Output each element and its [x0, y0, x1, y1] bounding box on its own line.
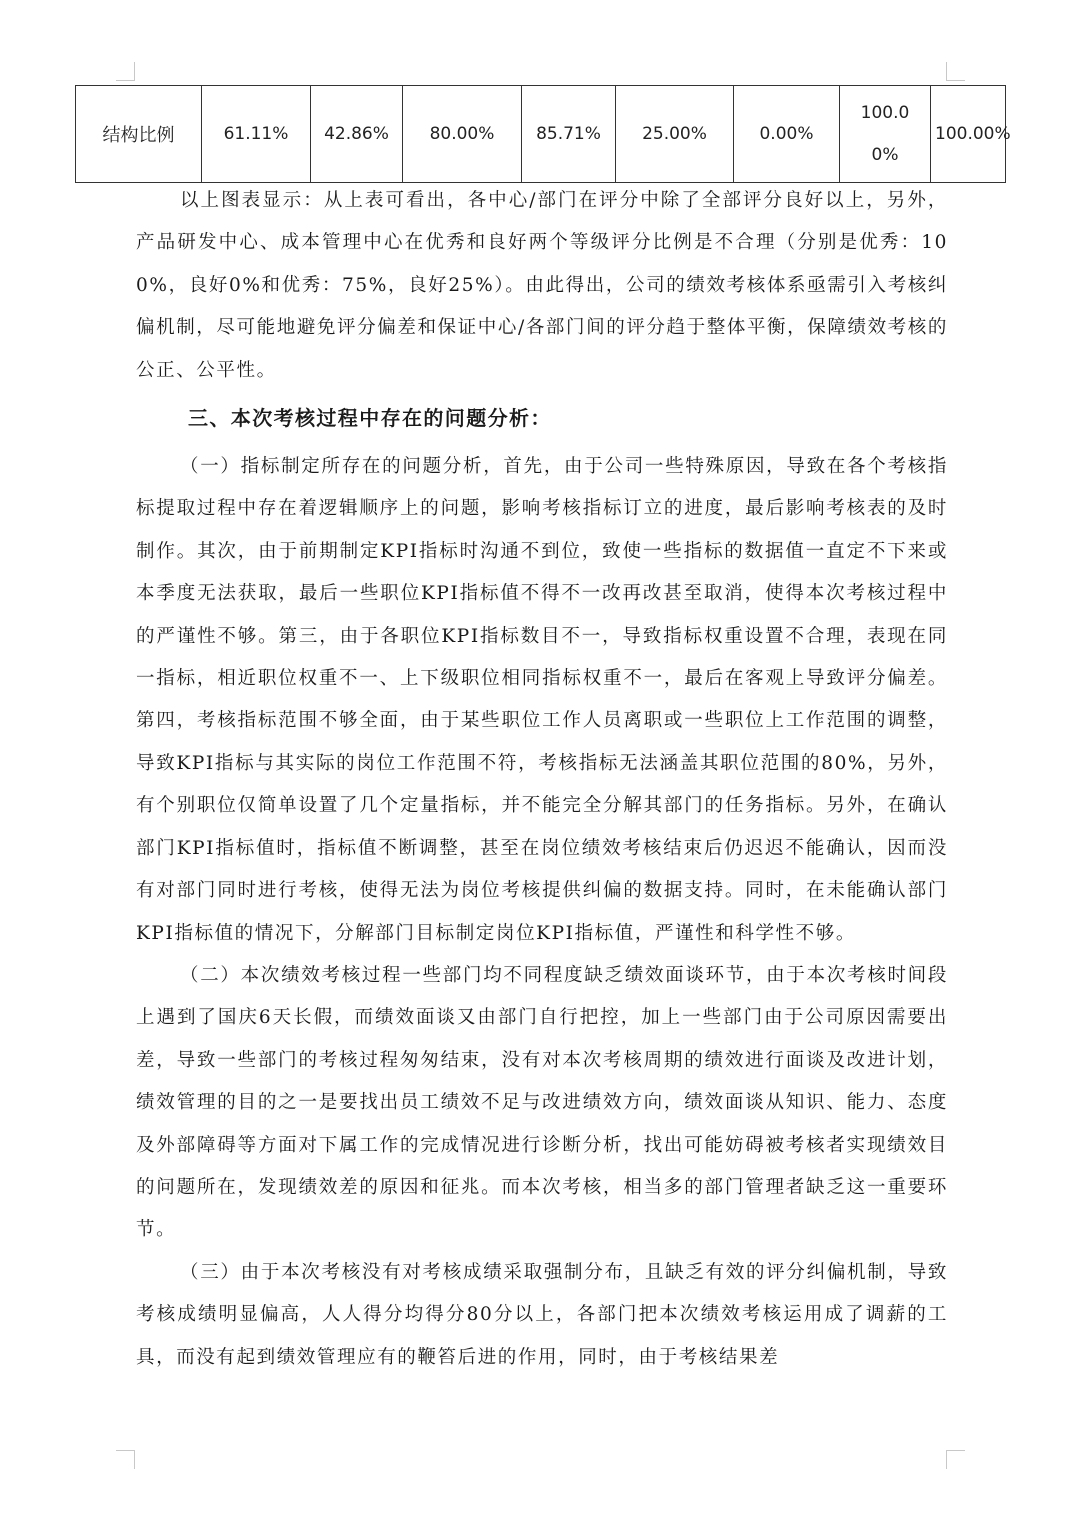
body-text: [136, 180, 948, 1379]
crop-mark-top-left: [116, 62, 135, 81]
table-cell: 85.71%: [522, 86, 616, 183]
table-cell: 61.11%: [202, 86, 311, 183]
table-cell: 0.00%: [734, 86, 840, 183]
row-label-cell: 结构比例: [76, 86, 202, 183]
table-cell: 100.00%: [931, 86, 1006, 183]
table-row: [76, 86, 1006, 183]
summary-paragraph: 以上图表显示：从上表可看出，各中心/部门在评分中除了全部评分良好以上，另外，产品研发中心、成本管理中心在优秀和良好两个等级评分比例是不合理（分别是优秀：100%，良好0%和优秀：75%，良好25%）。由此得出，公司的绩效考核体系亟需引入考核纠偏机制，尽可能地避免评分偏差和保证中心/各部门间的评分趋于整体平衡，保障绩效考核的公正、公平性。: [136, 190, 948, 381]
table-cell: 100.00%: [840, 86, 931, 183]
crop-mark-bottom-left: [116, 1450, 135, 1469]
paragraph-2: （二）本次绩效考核过程一些部门均不同程度缺乏绩效面谈环节，由于本次考核时间段上遇到了国庆6天长假，而绩效面谈又由部门自行把控，加上一些部门由于公司原因需要出差，导致一些部门的考核过程匆匆结束，没有对本次考核周期的绩效进行面谈及改进计划，绩效管理的目的之一是要找出员工绩效不足与改进绩效方向，绩效面谈从知识、能力、态度及外部障碍等方面对下属工作的完成情况进行诊断分析，找出可能妨碍被考核者实现绩效目的问题所在，发现绩效差的原因和征兆。而本次考核，相当多的部门管理者缺乏这一重要环节。: [136, 964, 948, 1241]
crop-mark-top-right: [946, 62, 965, 81]
paragraph-1: （一）指标制定所存在的问题分析，首先，由于公司一些特殊原因，导致在各个考核指标提取过程中存在着逻辑顺序上的问题，影响考核指标订立的进度，最后影响考核表的及时制作。其次，由于前期制定KPI指标时沟通不到位，致使一些指标的数据值一直定不下来或本季度无法获取，最后一些职位KPI指标值不得不一改再改甚至取消，使得本次考核过程中的严谨性不够。第三，由于各职位KPI指标数目不一，导致指标权重设置不合理，表现在同一指标，相近职位权重不一、上下级职位相同指标权重不一，最后在客观上导致评分偏差。第四，考核指标范围不够全面，由于某些职位工作人员离职或一些职位上工作范围的调整，导致KPI指标与其实际的岗位工作范围不符，考核指标无法涵盖其职位范围的80%，另外，有个别职位仅简单设置了几个定量指标，并不能完全分解其部门的任务指标。另外，在确认部门KPI指标值时，指标值不断调整，甚至在岗位绩效考核结束后仍迟迟不能确认，因而没有对部门同时进行考核，使得无法为岗位考核提供纠偏的数据支持。同时，在未能确认部门KPI指标值的情况下，分解部门目标制定岗位KPI指标值，严谨性和科学性不够。: [136, 456, 948, 944]
table-cell: 80.00%: [403, 86, 522, 183]
table-cell: 25.00%: [616, 86, 734, 183]
section-heading: 三、本次考核过程中存在的问题分析：: [188, 406, 552, 431]
structure-ratio-table: [75, 85, 1011, 183]
crop-mark-bottom-right: [946, 1450, 965, 1469]
paragraph-3: （三）由于本次考核没有对考核成绩采取强制分布，且缺乏有效的评分纠偏机制，导致考核成绩明显偏高，人人得分均得分80分以上，各部门把本次绩效考核运用成了调薪的工具，而没有起到绩效管理应有的鞭笞后进的作用，同时，由于考核结果差: [136, 1261, 948, 1368]
table-cell: 42.86%: [311, 86, 403, 183]
